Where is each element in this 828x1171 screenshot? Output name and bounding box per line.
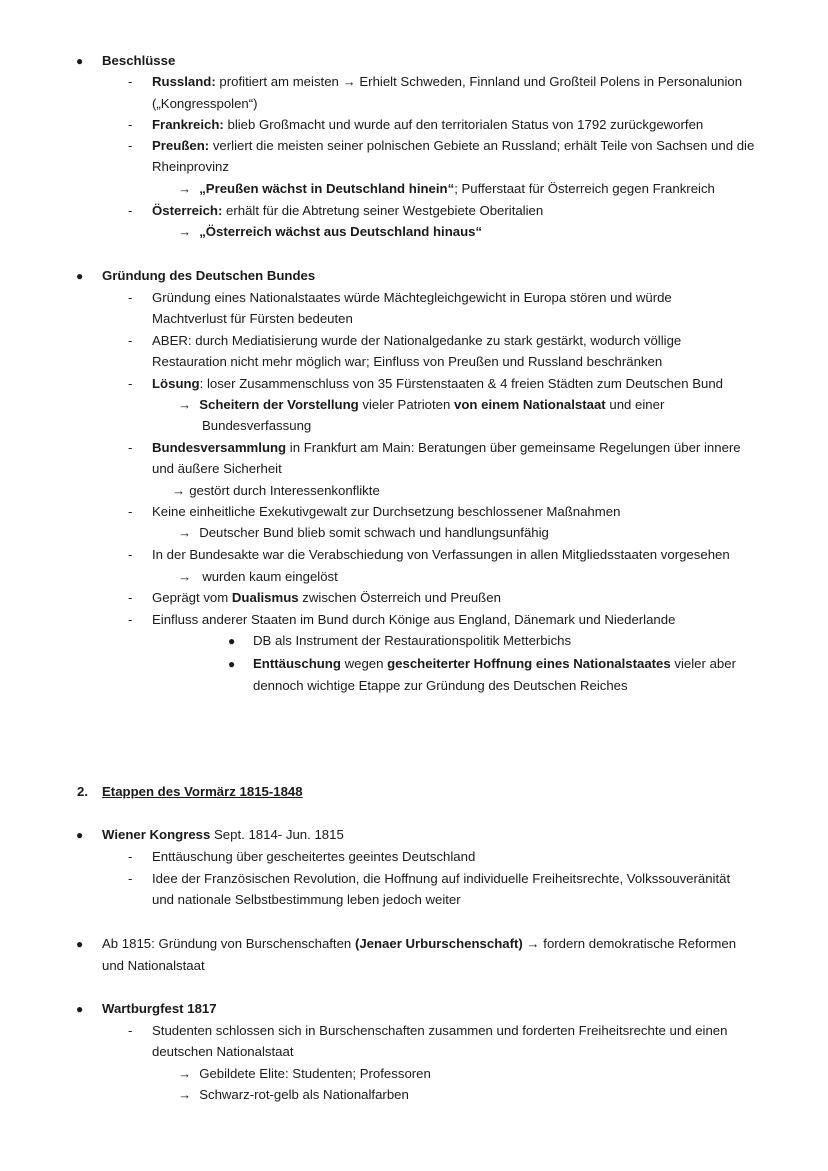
- arrow-icon: →: [178, 1066, 192, 1081]
- bullet-icon: ●: [76, 828, 84, 842]
- item-db-bundesakte: In der Bundesakte war die Verabschiedung von Verfassungen in allen Mitgliedsstaaten vorgesehen: [152, 547, 730, 562]
- heading-beschluesse: Beschlüsse: [102, 53, 176, 68]
- arrow-icon: →: [178, 525, 192, 540]
- heading-deutscher-bund: Gründung des Deutschen Bundes: [102, 268, 316, 283]
- item-wf-1: Studenten schlossen sich in Burschenschaften zusammen und forderten Freiheitsrechte und einen: [152, 1023, 728, 1038]
- arrow-schwach: → Deutscher Bund blieb somit schwach und handlungsunfähig: [178, 525, 549, 540]
- dash-icon: -: [128, 74, 133, 89]
- bullet-icon: ●: [228, 657, 236, 671]
- dash-icon: -: [128, 117, 133, 132]
- item-wf-1-cont: deutschen Nationalstaat: [152, 1044, 294, 1059]
- item-db-2-cont: Restauration nicht mehr möglich war; Einfluss von Preußen und Russland beschränken: [152, 354, 663, 369]
- item-wiener-kongress: Wiener Kongress Sept. 1814- Jun. 1815: [102, 827, 344, 842]
- dash-icon: -: [128, 203, 133, 218]
- item-wk-1: Enttäuschung über gescheitertes geeintes Deutschland: [152, 849, 476, 864]
- bullet-icon: ●: [76, 54, 84, 68]
- bullet-icon: ●: [76, 269, 84, 283]
- arrow-scheitern-cont: Bundesverfassung: [202, 418, 312, 433]
- arrow-nationalfarben: → Schwarz-rot-gelb als Nationalfarben: [178, 1087, 409, 1102]
- dash-icon: -: [128, 1023, 133, 1038]
- arrow-eingeloest: → wurden kaum eingelöst: [178, 569, 338, 584]
- item-db-dualismus: Geprägt vom Dualismus zwischen Österreich und Preußen: [152, 590, 501, 605]
- dash-icon: -: [128, 504, 133, 519]
- item-db-bundesversammlung: Bundesversammlung in Frankfurt am Main: Beratungen über gemeinsame Regelungen über innere: [152, 440, 741, 455]
- item-frankreich: Frankreich: blieb Großmacht und wurde auf den territorialen Status von 1792 zurückgeworfen: [152, 117, 704, 132]
- dash-icon: -: [128, 612, 133, 627]
- arrow-elite: → Gebildete Elite: Studenten; Professoren: [178, 1066, 431, 1081]
- item-wk-2-cont: und nationale Selbstbestimmung leben jedoch weiter: [152, 892, 461, 907]
- bullet-icon: ●: [76, 1002, 84, 1016]
- item-russland-cont: („Kongresspolen“): [152, 96, 258, 111]
- item-burschenschaften: Ab 1815: Gründung von Burschenschaften (Jenaer Urburschenschaft) → fordern demokratische Reformen: [102, 936, 737, 951]
- subitem-enttaeuschung: Enttäuschung wegen gescheiterter Hoffnung eines Nationalstaates vieler aber: [253, 656, 736, 671]
- dash-icon: -: [128, 440, 133, 455]
- item-burschenschaften-cont: und Nationalstaat: [102, 958, 205, 973]
- arrow-icon: →: [178, 224, 192, 239]
- dash-icon: -: [128, 590, 133, 605]
- arrow-scheitern: → Scheitern der Vorstellung vieler Patrioten von einem Nationalstaat und einer: [178, 397, 665, 412]
- arrow-oesterreich: → „Österreich wächst aus Deutschland hinaus“: [178, 224, 483, 239]
- item-db-einfluss: Einfluss anderer Staaten im Bund durch Könige aus England, Dänemark und Niederlande: [152, 612, 676, 627]
- item-db-1: Gründung eines Nationalstaates würde Mächtegleichgewicht in Europa stören und würde: [152, 290, 672, 305]
- item-oesterreich: Österreich: erhält für die Abtretung seiner Westgebiete Oberitalien: [152, 203, 544, 218]
- item-preussen-cont: Rheinprovinz: [152, 159, 229, 174]
- arrow-icon: →: [178, 1087, 192, 1102]
- item-db-1-cont: Machtverlust für Fürsten bedeuten: [152, 311, 353, 326]
- dash-icon: -: [128, 849, 133, 864]
- bullet-icon: ●: [76, 937, 84, 951]
- arrow-icon: →: [178, 569, 192, 584]
- dash-icon: -: [128, 333, 133, 348]
- item-russland: Russland: profitiert am meisten → Erhielt Schweden, Finnland und Großteil Polens in Personalunion: [152, 74, 743, 89]
- dash-icon: -: [128, 376, 133, 391]
- dash-icon: -: [128, 290, 133, 305]
- item-db-bundesversammlung-cont: und äußere Sicherheit: [152, 461, 282, 476]
- dash-icon: -: [128, 138, 133, 153]
- arrow-icon: →: [178, 397, 192, 412]
- item-db-exekutive: Keine einheitliche Exekutivgewalt zur Durchsetzung beschlossener Maßnahmen: [152, 504, 621, 519]
- subitem-instrument: DB als Instrument der Restaurationspolitik Metterbichs: [253, 633, 572, 648]
- dash-icon: -: [128, 547, 133, 562]
- arrow-preussen: → „Preußen wächst in Deutschland hinein“; Pufferstaat für Österreich gegen Frankreich: [178, 181, 715, 196]
- bullet-icon: ●: [228, 634, 236, 648]
- arrow-icon: →: [178, 181, 192, 196]
- item-wartburgfest: Wartburgfest 1817: [102, 1001, 217, 1016]
- dash-icon: -: [128, 871, 133, 886]
- item-db-loesung: Lösung: loser Zusammenschluss von 35 Fürstenstaaten & 4 freien Städten zum Deutschen Bund: [152, 376, 724, 391]
- subitem-enttaeuschung-cont: dennoch wichtige Etappe zur Gründung des Deutschen Reiches: [253, 678, 628, 693]
- item-preussen: Preußen: verliert die meisten seiner polnischen Gebiete an Russland; erhält Teile von Sachsen und die: [152, 138, 755, 153]
- section-number: 2.: [77, 784, 88, 799]
- item-wk-2: Idee der Französischen Revolution, die Hoffnung auf individuelle Freiheitsrechte, Volkssouveränität: [152, 871, 731, 886]
- item-db-2: ABER: durch Mediatisierung wurde der Nationalgedanke zu stark gestärkt, wodurch völlige: [152, 333, 682, 348]
- section-title: Etappen des Vormärz 1815-1848: [102, 784, 303, 799]
- arrow-icon: →: [172, 483, 186, 498]
- arrow-interessenkonflikte: → gestört durch Interessenkonflikte: [172, 483, 380, 498]
